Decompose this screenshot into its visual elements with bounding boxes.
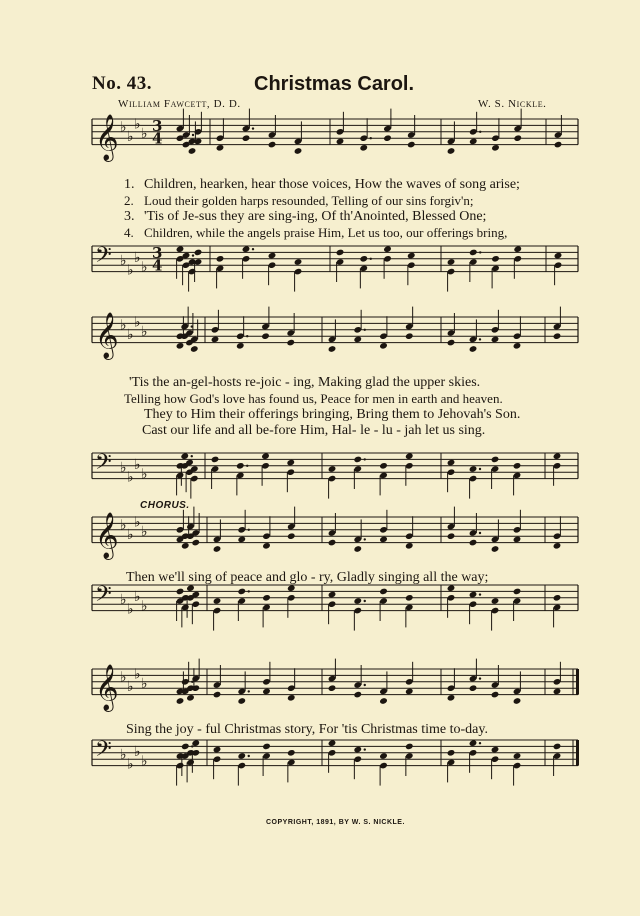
note-head bbox=[328, 539, 337, 547]
verse-1-line-2: 'Tis the an-gel-hosts re-joic - ing, Making glad the upper skies. bbox=[129, 375, 481, 390]
note-head bbox=[447, 147, 456, 155]
note-head bbox=[236, 462, 245, 470]
note-head bbox=[405, 542, 414, 550]
note-head bbox=[328, 739, 337, 747]
note-head bbox=[491, 691, 500, 699]
flat-icon: ♭ bbox=[127, 327, 134, 344]
note-head bbox=[287, 749, 296, 757]
note-head bbox=[513, 752, 522, 760]
note-head bbox=[513, 697, 522, 705]
note-head bbox=[407, 252, 416, 260]
note-head bbox=[262, 688, 271, 696]
note-head bbox=[513, 536, 522, 544]
note-head bbox=[242, 245, 251, 253]
note-head bbox=[353, 597, 362, 605]
note-head bbox=[176, 588, 185, 596]
flat-icon: ♭ bbox=[141, 598, 148, 615]
final-barline-thick bbox=[576, 740, 579, 766]
flat-icon: ♭ bbox=[120, 119, 127, 136]
dot bbox=[364, 329, 366, 331]
note-head bbox=[447, 339, 456, 347]
flat-icon: ♭ bbox=[141, 324, 148, 340]
flat-icon: ♭ bbox=[134, 116, 141, 133]
note-head bbox=[286, 459, 295, 467]
flat-icon: ♭ bbox=[141, 524, 148, 540]
dot bbox=[364, 684, 366, 686]
note-head bbox=[262, 743, 271, 751]
flat-icon: ♭ bbox=[134, 314, 141, 331]
note-head bbox=[186, 694, 195, 702]
note-head bbox=[353, 456, 362, 464]
hymn-number: No. 43. bbox=[92, 73, 152, 94]
flat-icon: ♭ bbox=[134, 249, 141, 266]
note-head bbox=[379, 588, 388, 596]
flat-icon: ♭ bbox=[120, 253, 127, 269]
note-head bbox=[181, 743, 190, 751]
note-head bbox=[213, 746, 222, 754]
note-head bbox=[513, 462, 522, 470]
note-head bbox=[336, 138, 345, 146]
note-head bbox=[405, 332, 414, 340]
note-head bbox=[491, 597, 500, 605]
note-head bbox=[294, 258, 303, 266]
note-head bbox=[237, 697, 246, 705]
note-head bbox=[194, 249, 203, 257]
hymn-title: Christmas Carol. bbox=[254, 73, 415, 95]
dot bbox=[479, 742, 481, 744]
dot bbox=[248, 590, 250, 592]
verse-3-line-2: They to Him their offerings bringing, Bring them to Jehovah's Son. bbox=[144, 407, 521, 422]
note-head bbox=[262, 594, 271, 602]
final-barline-thick bbox=[576, 669, 579, 695]
author-credit: William Fawcett, D. D. bbox=[118, 98, 241, 110]
note-head bbox=[328, 345, 337, 353]
note-head bbox=[469, 465, 478, 473]
flat-icon: ♭ bbox=[127, 262, 134, 279]
note-head bbox=[405, 452, 414, 460]
note-head bbox=[180, 452, 189, 460]
note-head bbox=[379, 752, 388, 760]
note-head bbox=[213, 597, 222, 605]
note-head bbox=[211, 456, 220, 464]
flat-icon: ♭ bbox=[127, 469, 134, 486]
note-head bbox=[213, 691, 222, 699]
note-head bbox=[405, 743, 414, 751]
dot bbox=[246, 465, 248, 467]
dot bbox=[479, 338, 481, 340]
bass-clef-icon: 𝄢 bbox=[95, 243, 112, 273]
note-head bbox=[213, 545, 222, 553]
flat-icon: ♭ bbox=[141, 259, 148, 276]
verse-3-line-1: 3. 'Tis of Je-sus they are sing-ing, Of th'Anointed, Blessed One; bbox=[124, 209, 487, 224]
note-head bbox=[237, 752, 246, 760]
verse-4-line-1: 4. Children, while the angels praise Him, Let us too, our offerings bring, bbox=[124, 225, 508, 240]
verse-2-line-1: 2. Loud their golden harps resounded, Telling of our sins forgiv'n; bbox=[124, 193, 474, 208]
note-head bbox=[513, 134, 522, 142]
composer-credit: W. S. Nickle. bbox=[478, 98, 547, 110]
verse-1-line-1: 1. Children, hearken, hear those voices, How the waves of song arise; bbox=[124, 177, 520, 192]
time-signature: 3 bbox=[152, 243, 163, 262]
chorus-line-1: Then we'll sing of peace and glo - ry, Gladly singing all the way; bbox=[126, 570, 489, 585]
dot bbox=[192, 254, 194, 256]
flat-icon: ♭ bbox=[141, 126, 148, 142]
dot bbox=[370, 137, 372, 139]
flat-icon: ♭ bbox=[134, 456, 141, 473]
note-head bbox=[554, 141, 563, 149]
note-head bbox=[553, 688, 562, 696]
dot bbox=[252, 248, 254, 250]
note-head bbox=[379, 342, 388, 350]
note-head bbox=[191, 684, 200, 692]
note-head bbox=[188, 147, 197, 155]
note-head bbox=[353, 545, 362, 553]
note-head bbox=[261, 332, 270, 340]
flat-icon: ♭ bbox=[120, 592, 127, 608]
flat-icon: ♭ bbox=[127, 756, 134, 773]
flat-icon: ♭ bbox=[134, 666, 141, 683]
bass-clef-icon: 𝄢 bbox=[95, 737, 112, 767]
note-head bbox=[469, 739, 478, 747]
flat-icon: ♭ bbox=[141, 676, 148, 692]
dot bbox=[248, 755, 250, 757]
note-head bbox=[491, 545, 500, 553]
note-head bbox=[190, 345, 199, 353]
dot bbox=[191, 455, 193, 457]
note-head bbox=[359, 255, 368, 263]
note-head bbox=[491, 144, 500, 152]
dot bbox=[192, 134, 194, 136]
note-head bbox=[405, 688, 414, 696]
note-head bbox=[294, 147, 303, 155]
note-head bbox=[287, 532, 296, 540]
note-head bbox=[261, 452, 270, 460]
flat-icon: ♭ bbox=[120, 317, 127, 334]
note-head bbox=[216, 144, 225, 152]
note-head bbox=[553, 452, 562, 460]
note-head bbox=[237, 536, 246, 544]
note-head bbox=[359, 144, 368, 152]
note-head bbox=[353, 746, 362, 754]
note-head bbox=[553, 743, 562, 751]
chorus-label: CHORUS. bbox=[140, 500, 190, 511]
verse-4-line-2: Cast our life and all be-fore Him, Hal- le - lu - jah let us sing. bbox=[142, 423, 486, 438]
note-head bbox=[353, 336, 362, 344]
note-head bbox=[268, 141, 277, 149]
flat-icon: ♭ bbox=[127, 527, 134, 544]
flat-icon: ♭ bbox=[120, 669, 127, 686]
note-head bbox=[383, 245, 392, 253]
flat-icon: ♭ bbox=[120, 460, 127, 476]
note-head bbox=[176, 342, 185, 350]
note-head bbox=[491, 746, 500, 754]
flat-icon: ♭ bbox=[120, 747, 127, 763]
note-head bbox=[469, 345, 478, 353]
flat-icon: ♭ bbox=[120, 517, 127, 534]
note-head bbox=[469, 539, 478, 547]
note-head bbox=[513, 245, 522, 253]
dot bbox=[248, 690, 250, 692]
dot bbox=[479, 251, 481, 253]
note-head bbox=[328, 465, 337, 473]
dot bbox=[364, 538, 366, 540]
dot bbox=[364, 458, 366, 460]
note-head bbox=[469, 138, 478, 146]
note-head bbox=[176, 245, 185, 253]
flat-icon: ♭ bbox=[141, 466, 148, 483]
note-head bbox=[447, 694, 456, 702]
note-head bbox=[328, 591, 337, 599]
dot bbox=[479, 677, 481, 679]
note-head bbox=[176, 697, 185, 705]
note-head bbox=[491, 336, 500, 344]
dot bbox=[479, 593, 481, 595]
flat-icon: ♭ bbox=[127, 679, 134, 696]
chorus-line-2: Sing the joy - ful Christmas story, For 'tis Christmas time to-day. bbox=[126, 722, 488, 737]
dot bbox=[252, 127, 254, 129]
flat-icon: ♭ bbox=[134, 743, 141, 760]
note-head bbox=[491, 456, 500, 464]
note-head bbox=[242, 134, 251, 142]
dot bbox=[364, 748, 366, 750]
note-head bbox=[407, 141, 416, 149]
flat-icon: ♭ bbox=[134, 588, 141, 605]
dot bbox=[479, 468, 481, 470]
bass-clef-icon: 𝄢 bbox=[95, 450, 112, 480]
flat-icon: ♭ bbox=[127, 601, 134, 618]
note-head bbox=[287, 694, 296, 702]
time-signature: 4 bbox=[152, 256, 163, 275]
note-head bbox=[336, 249, 345, 257]
note-head bbox=[469, 684, 478, 692]
dot bbox=[191, 681, 193, 683]
note-head bbox=[554, 252, 563, 260]
note-head bbox=[469, 591, 478, 599]
flat-icon: ♭ bbox=[134, 514, 141, 531]
note-head bbox=[262, 542, 271, 550]
note-head bbox=[383, 134, 392, 142]
dot bbox=[248, 529, 250, 531]
note-head bbox=[379, 462, 388, 470]
note-head bbox=[237, 588, 246, 596]
time-signature: 4 bbox=[152, 129, 163, 148]
note-head bbox=[236, 342, 245, 350]
note-head bbox=[469, 249, 478, 257]
note-head bbox=[513, 342, 522, 350]
note-head bbox=[553, 542, 562, 550]
flat-icon: ♭ bbox=[141, 753, 148, 770]
time-signature: 3 bbox=[152, 116, 163, 135]
note-head bbox=[268, 252, 277, 260]
flat-icon: ♭ bbox=[127, 129, 134, 146]
note-head bbox=[447, 258, 456, 266]
note-head bbox=[328, 684, 337, 692]
note-head bbox=[513, 588, 522, 596]
note-head bbox=[216, 255, 225, 263]
note-head bbox=[286, 339, 295, 347]
dot bbox=[370, 258, 372, 260]
dot bbox=[479, 532, 481, 534]
note-head bbox=[379, 536, 388, 544]
note-head bbox=[379, 697, 388, 705]
dot bbox=[246, 335, 248, 337]
note-head bbox=[181, 542, 190, 550]
note-head bbox=[353, 691, 362, 699]
bass-clef-icon: 𝄢 bbox=[95, 582, 112, 612]
treble-clef-icon: 𝄞 bbox=[95, 312, 119, 359]
copyright-notice: COPYRIGHT, 1891, BY W. S. NICKLE. bbox=[266, 819, 405, 826]
note-head bbox=[447, 459, 456, 467]
treble-clef-icon: 𝄞 bbox=[95, 664, 119, 711]
note-head bbox=[553, 594, 562, 602]
note-head bbox=[447, 749, 456, 757]
note-head bbox=[405, 594, 414, 602]
dot bbox=[479, 131, 481, 133]
note-head bbox=[191, 539, 200, 547]
verse-2-line-2: Telling how God's love has found us, Peace for men in earth and heaven. bbox=[124, 391, 503, 406]
note-head bbox=[447, 532, 456, 540]
treble-clef-icon: 𝄞 bbox=[95, 512, 119, 559]
treble-clef-icon: 𝄞 bbox=[95, 114, 119, 161]
note-head bbox=[491, 255, 500, 263]
dot bbox=[191, 745, 193, 747]
note-head bbox=[211, 336, 220, 344]
dot bbox=[364, 600, 366, 602]
note-head bbox=[553, 332, 562, 340]
